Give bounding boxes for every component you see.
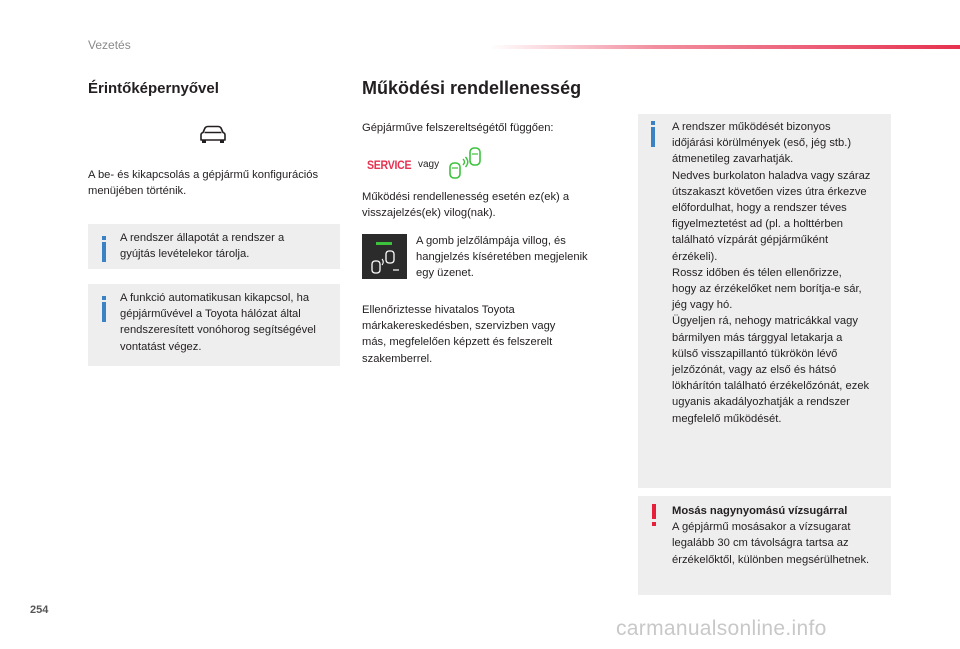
left-heading: Érintőképernyővel: [88, 80, 219, 97]
blind-spot-warning-icon: [446, 145, 486, 181]
button-description: [416, 233, 616, 282]
note-line: gyújtás levételekor tárolja.: [120, 248, 250, 261]
malfunction-line: Működési rendellenesség esetén ez(ek) a: [362, 191, 570, 203]
check-line: Ellenőriztesse hivatalos Toyota: [362, 304, 515, 316]
button-text-line: A gomb jelzőlámpája villog, és: [416, 235, 566, 247]
info-icon: [651, 127, 655, 147]
info-line: megfelelő működését.: [672, 412, 782, 425]
info-icon: [102, 302, 106, 322]
header-gradient-bar: [490, 45, 960, 49]
warning-title: Mosás nagynyomású vízsugárral: [672, 505, 848, 517]
note-line: rendszeresített vonóhorog segítségével: [120, 324, 316, 337]
info-line: útszakaszt követően vizes útra érkezve: [672, 185, 867, 198]
info-note-1: [88, 224, 340, 269]
info-line: időjárási körülmények (eső, jég stb.): [672, 137, 852, 150]
indicator-light: [376, 242, 392, 245]
malfunction-line: visszajelzés(ek) vilog(nak).: [362, 207, 496, 220]
warning-line: legalább 30 cm távolságra tartsa az: [672, 537, 849, 550]
warning-line: A gépjármű mosásakor a vízsugarat: [672, 521, 851, 534]
info-line: átmenetileg zavarhatják.: [672, 153, 794, 166]
info-line: érzékeli).: [672, 250, 718, 263]
left-body-line: A be- és kikapcsolás a gépjármű konfigurációs: [88, 169, 319, 181]
blind-spot-button-icon: [369, 250, 401, 276]
info-line: Nedves burkolaton haladva vagy száraz: [672, 169, 871, 182]
car-outline-icon: [198, 125, 228, 145]
info-line: A rendszer működését bizonyos: [672, 121, 831, 133]
info-line: lökhárítón található érzékelőzónát, ezek: [672, 380, 870, 393]
info-line: előfordulhat, hogy a rendszer téves: [672, 202, 847, 215]
left-body-line: menüjében történik.: [88, 185, 187, 198]
or-label: vagy: [418, 159, 440, 170]
check-line: más, megfelelően képzett és felszerelt: [362, 336, 553, 349]
note-line: vontatást végez.: [120, 340, 202, 353]
check-instructions: [362, 302, 622, 367]
middle-heading: Működési rendellenesség: [362, 78, 582, 98]
info-line: jelzőzónát, vagy az első és hátsó: [672, 364, 837, 377]
check-line: szakemberrel.: [362, 352, 433, 365]
note-line: gépjárművével a Toyota hálózat által: [120, 308, 301, 321]
section-title: Vezetés: [88, 38, 131, 52]
system-button-image: [362, 234, 407, 279]
page-number: 254: [30, 604, 49, 616]
check-line: márkakereskedésben, szervizben vagy: [362, 320, 556, 333]
service-warning-label: SERVICE: [367, 158, 412, 172]
warning-line: érzékelőktől, különben megsérülhetnek.: [672, 553, 870, 566]
warning-icon: [652, 504, 656, 519]
button-text-line: hangjelzés kíséretében megjelenik: [416, 251, 588, 264]
warning-note-washing: [638, 496, 891, 595]
button-text-line: egy üzenet.: [416, 267, 474, 280]
info-line: külső visszapillantó tükrökön lévő: [672, 347, 838, 360]
note-line: A rendszer állapotát a rendszer a: [120, 232, 285, 244]
info-line: hogy az érzékelőket nem borítja-e sár,: [672, 283, 862, 296]
info-line: figyelmeztetést ad (pl. a holttérben: [672, 218, 844, 231]
middle-intro: Gépjárműve felszereltségétől függően:: [362, 122, 554, 134]
info-line: található vízpárát gépjárműként: [672, 234, 829, 247]
info-note-weather: [638, 114, 891, 488]
info-note-2: [88, 284, 340, 366]
info-line: Rossz időben és télen ellenőrizze,: [672, 266, 842, 279]
info-line: ugyanis akadályozhatják a rendszer: [672, 396, 850, 409]
watermark: carmanualsonline.info: [616, 617, 827, 640]
note-line: A funkció automatikusan kikapcsol, ha: [120, 292, 310, 304]
info-line: jég vagy hó.: [672, 299, 733, 312]
info-icon: [102, 242, 106, 262]
middle-malfunction: [362, 189, 622, 221]
info-line: Ügyeljen rá, nehogy matricákkal vagy: [672, 315, 858, 328]
info-line: bármilyen más tárggyal letakarja a: [672, 331, 843, 344]
left-body: [88, 167, 348, 199]
